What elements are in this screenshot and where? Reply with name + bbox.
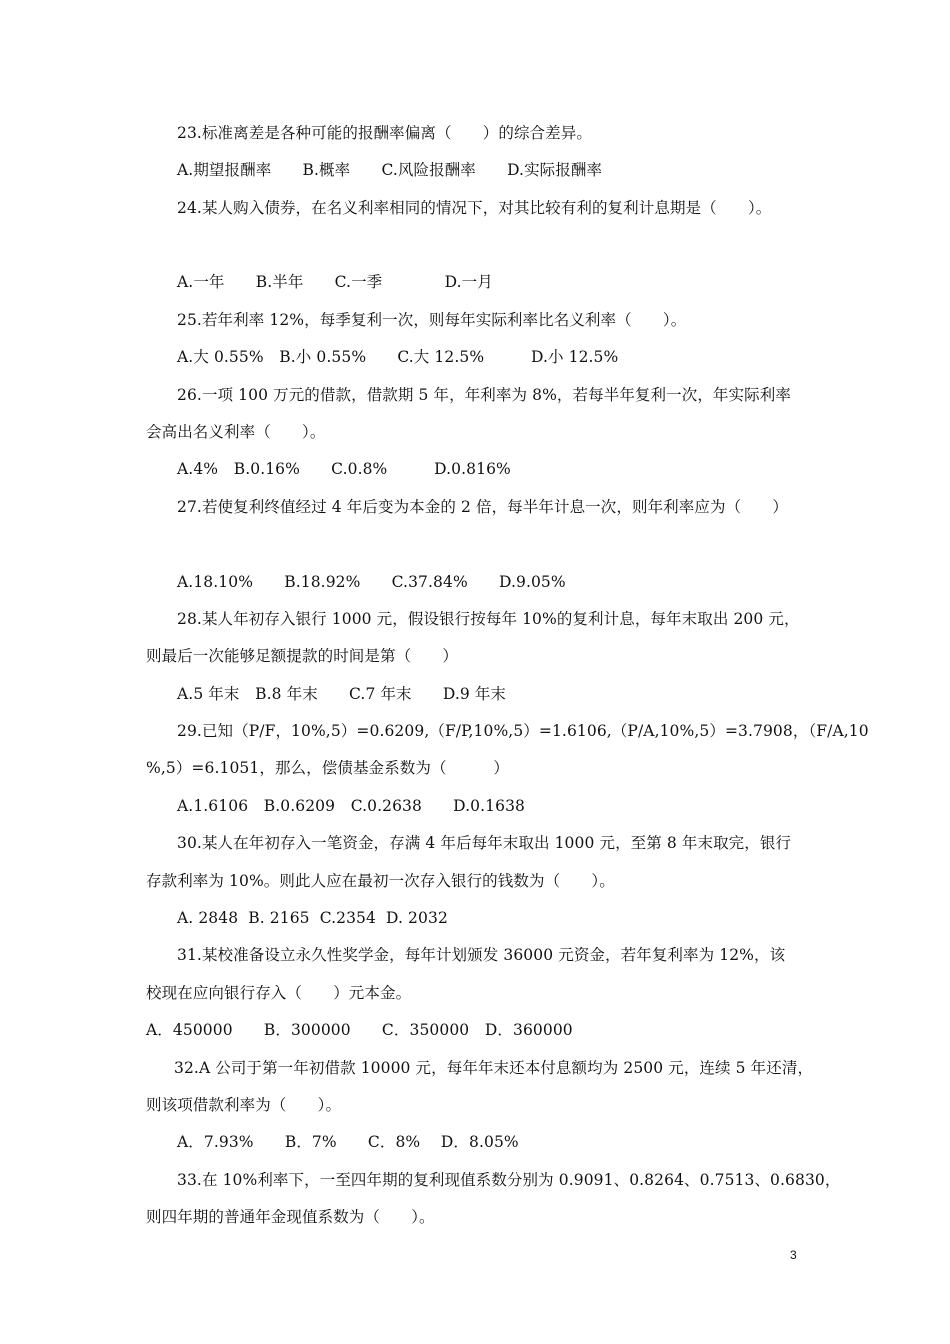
question-29-options: A.1.6106 B.0.6209 C.0.2638 D.0.1638	[177, 797, 526, 815]
question-27: 27.若使复利终值经过 4 年后变为本金的 2 倍，每半年计息一次，则年利率应为（ ）	[177, 498, 788, 516]
question-26-line-1: 26.一项 100 万元的借款，借款期 5 年，年利率为 8%，若每半年复利一次，年实际利率	[177, 386, 791, 404]
question-32-line-2: 则该项借款利率为（ ）。	[146, 1096, 342, 1114]
question-31-options: A．450000 B．300000 C．350000 D．360000	[146, 1021, 573, 1039]
question-28-line-2: 则最后一次能够足额提款的时间是第（ ）	[146, 647, 459, 665]
question-33-line-2: 则四年期的普通年金现值系数为（ ）。	[146, 1208, 435, 1226]
question-32-line-1: 32.A 公司于第一年初借款 10000 元，每年年末还本付息额均为 2500 元，连续 5 年还清，	[174, 1059, 814, 1077]
question-29-line-2: %,5）=6.1051，那么，偿债基金系数为（ ）	[146, 759, 509, 777]
question-31-line-2: 校现在应向银行存入（ ）元本金。	[146, 984, 412, 1002]
question-25: 25.若年利率 12%，每季复利一次，则每年实际利率比名义利率（ ）。	[177, 311, 687, 329]
question-27-options: A.18.10% B.18.92% C.37.84% D.9.05%	[177, 573, 566, 591]
question-33-line-1: 33.在 10%利率下，一至四年期的复利现值系数分别为 0.9091、0.8264、0.7513、0.6830，	[177, 1171, 841, 1189]
question-26-options: A.4% B.0.16% C.0.8% D.0.816%	[177, 460, 511, 478]
question-24: 24.某人购入债券，在名义利率相同的情况下，对其比较有利的复利计息期是（ ）。	[177, 199, 772, 217]
question-31-line-1: 31.某校准备设立永久性奖学金，每年计划颁发 36000 元资金，若年复利率为 12%，该	[177, 946, 786, 964]
question-24-options: A.一年 B.半年 C.一季 D.一月	[177, 273, 493, 291]
question-30-options: A. 2848 B. 2165 C.2354 D. 2032	[177, 909, 448, 927]
question-28-line-1: 28.某人年初存入银行 1000 元，假设银行按每年 10%的复利计息，每年末取出 200 元，	[177, 610, 800, 628]
question-23: 23.标准离差是各种可能的报酬率偏离（ ）的综合差异。	[177, 124, 592, 142]
question-32-options: A．7.93% B．7% C．8% D．8.05%	[177, 1133, 519, 1151]
question-30-line-1: 30.某人在年初存入一笔资金，存满 4 年后每年末取出 1000 元，至第 8 年末取完，银行	[177, 834, 792, 852]
question-26-line-2: 会高出名义利率（ ）。	[146, 423, 326, 441]
question-30-line-2: 存款利率为 10%。则此人应在最初一次存入银行的钱数为（ ）。	[146, 872, 615, 890]
question-28-options: A.5 年末 B.8 年末 C.7 年末 D.9 年末	[177, 685, 507, 703]
question-23-options: A.期望报酬率 B.概率 C.风险报酬率 D.实际报酬率	[177, 161, 603, 179]
question-29-line-1: 29.已知（P/F，10%,5）=0.6209,（F/P,10%,5）=1.6106,（P/A,10%,5）=3.7908，（F/A,10	[177, 722, 869, 740]
question-25-options: A.大 0.55% B.小 0.55% C.大 12.5% D.小 12.5%	[177, 348, 619, 366]
page-number: 3	[790, 1248, 797, 1262]
